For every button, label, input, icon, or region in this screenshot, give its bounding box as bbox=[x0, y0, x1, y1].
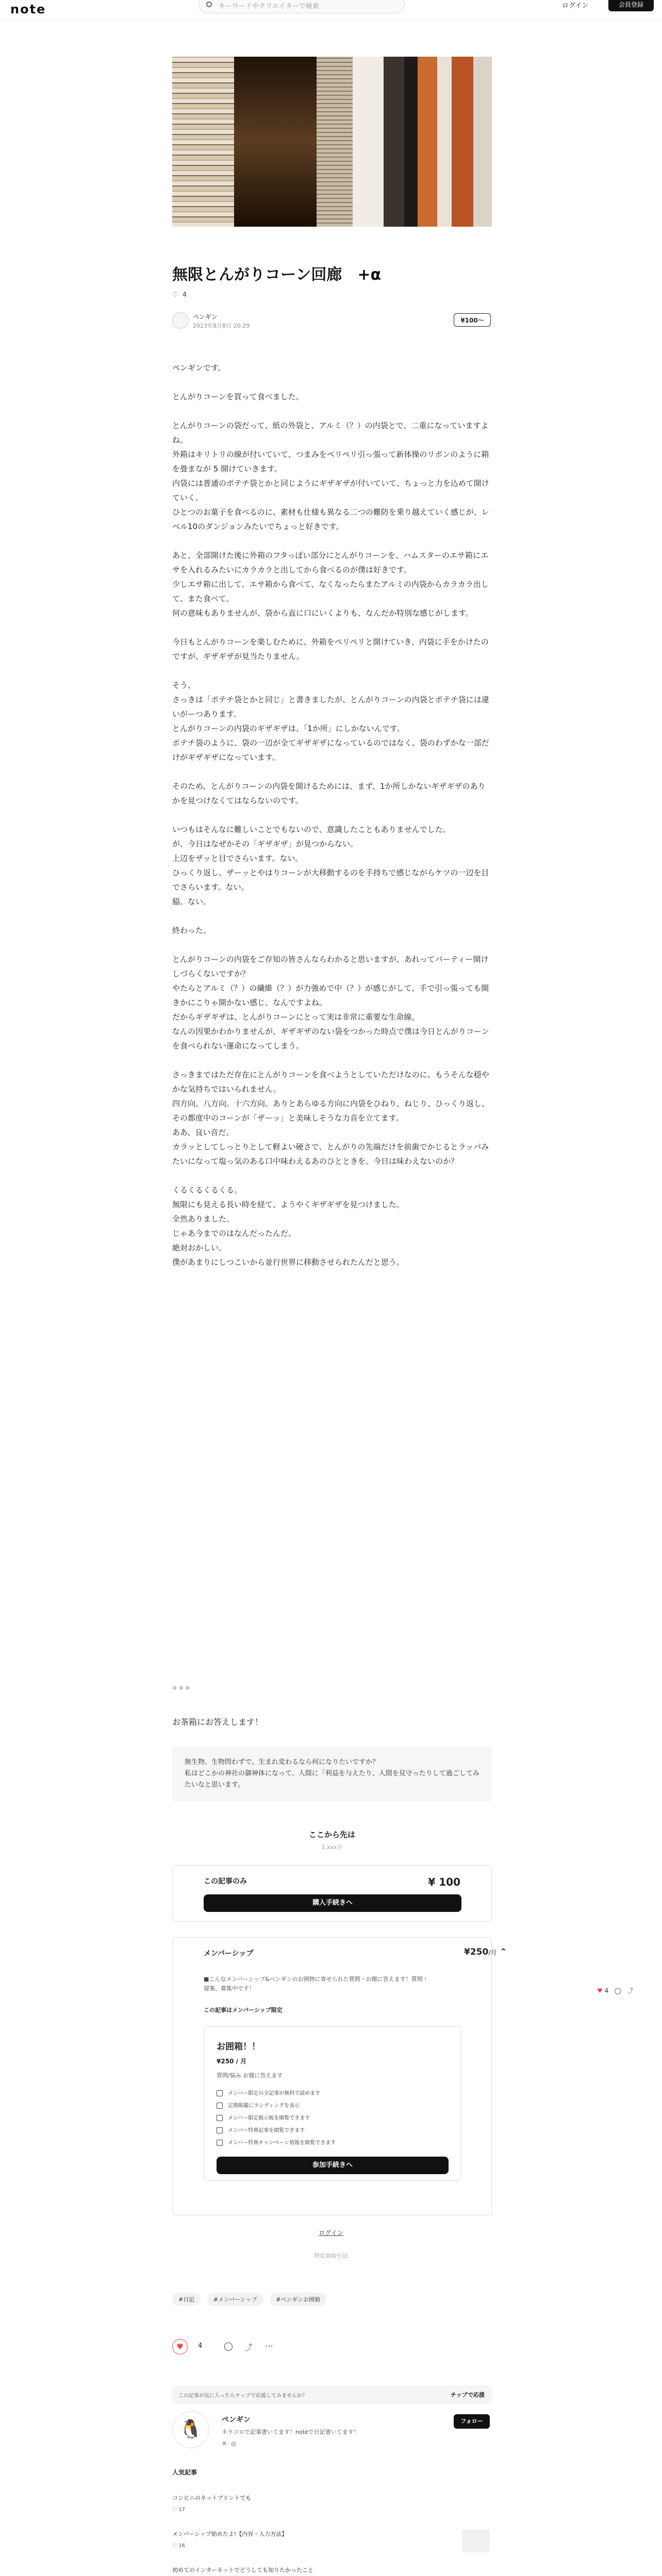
feature-label: メンバー特典キャンペーン情報を閲覧できます bbox=[228, 2140, 336, 2146]
tag-list bbox=[172, 2293, 330, 2306]
share-icon[interactable]: ⤴ bbox=[244, 2343, 253, 2352]
tip-button[interactable]: チップで応援 bbox=[451, 2392, 485, 2398]
instagram-icon[interactable]: ◎ bbox=[230, 2440, 237, 2447]
feature-label: 定期掲載にランディングを表示 bbox=[228, 2103, 300, 2109]
floating-actions bbox=[597, 1986, 634, 1995]
tip-message: この記事が気に入ったらチップで応援してみませんか？ bbox=[178, 2393, 307, 2399]
like-count: 4 bbox=[182, 291, 187, 299]
popular-thumbnail[interactable] bbox=[462, 2530, 490, 2552]
qa-heading: お茶箱にお答えします！ bbox=[172, 1717, 263, 1727]
profile-social bbox=[222, 2440, 236, 2447]
plan-feature bbox=[217, 2089, 320, 2096]
paragraph: とんがりコーンを買って食べました。 bbox=[172, 392, 304, 401]
quote-text: 無生物、生物問わずで、生まれ変わるなら何になりたいですか？ 私はどこかの神社の御神体になって、人間に「利益を与えたり、人間を見守ったりして過ごしてみたいなと思います。 bbox=[185, 1758, 479, 1789]
feature-label: メンバー限定の全記事が無料で読めます bbox=[228, 2091, 321, 2096]
side-like-count: 4 bbox=[604, 1987, 609, 1994]
popular-item[interactable]: コンビニのネットプリントでも bbox=[172, 2495, 252, 2501]
article-title: 無限とんがりコーン回廊 +α bbox=[172, 266, 382, 284]
tip-bar bbox=[172, 2385, 492, 2404]
popular-like-count: 16 bbox=[178, 2543, 185, 2549]
feature-label: メンバー限定掲示板を閲覧できます bbox=[228, 2115, 310, 2121]
heart-icon: ♥ bbox=[176, 2342, 184, 2351]
paragraph: 今日もとんがりコーンを楽しむために、外箱をペリペリと開けていき、内袋に手をかけたのですが、ギザギザが見当たりません。 bbox=[172, 637, 489, 661]
top-header bbox=[0, 0, 662, 21]
heart-icon: ♡ bbox=[172, 291, 178, 299]
like-count: 4 bbox=[198, 2342, 203, 2350]
paragraph: いつもはそんなに難しいことでもないので、意識したこともありませんでした。 が、今日はなぜかその「ギザギザ」が見つからない。 上辺をザッと目でさらいます。ない。 ひっくり返し、ザーッとやはりコーンが大移動するのを手持ちで感じながらケツの一辺を目でさらいます。ない。 脇。ない。 bbox=[172, 825, 489, 906]
tag[interactable]: #ペンギンお囲箱 bbox=[270, 2293, 326, 2306]
chevron-up-icon[interactable]: ⌃ bbox=[500, 1947, 507, 1957]
comment-icon[interactable]: ◯ bbox=[614, 1987, 622, 1994]
paragraph: ペンギンです。 bbox=[172, 363, 226, 372]
commerce-law-link[interactable]: 特定商取引法 bbox=[314, 2252, 348, 2259]
plan-feature bbox=[217, 2138, 336, 2146]
hero-image bbox=[172, 57, 492, 227]
purchase-button[interactable]: 購入手続きへ bbox=[204, 1894, 461, 1912]
feature-label: メンバー特典記事を閲覧できます bbox=[228, 2128, 305, 2133]
profile-bio: ネラコロで記事書いてます！noteで日記書いてます！ bbox=[222, 2429, 359, 2435]
chart-icon bbox=[217, 2103, 223, 2109]
price-badge[interactable]: ¥100〜 bbox=[454, 313, 491, 327]
article-actions bbox=[172, 2339, 492, 2354]
tag[interactable]: #メンバーシップ bbox=[207, 2293, 263, 2306]
paragraph: そのため、とんがりコーンの内袋を開けるためには、まず、1か所しかないギザギザのありかを見つけなくてはならないのです。 bbox=[172, 782, 486, 805]
like-button[interactable] bbox=[172, 2339, 188, 2354]
membership-description: ■こんなメンバーシップ&ペンギンのお囲物に寄せられた質問・お題に答えます！質問・提案、募集中です！ bbox=[204, 1976, 428, 1992]
profile-name[interactable]: ペンギン bbox=[222, 2416, 251, 2424]
membership-card bbox=[172, 1937, 507, 2215]
paragraph: とんがりコーンの内袋をご存知の皆さんならわかると思いますが、あれってパーティー開けしづらくないですか？ やたらとアルミ（？）の繊維（？）が力強めで中（？）が感じがして、手で引っ張っても開きかにこりゃ開かない感じ、なんですよね。 だからギザギザは、とんがりコーンにとって実は非常に重要な生命線。 なんの因果かわかりませんが、ギザギザのない袋をつかった時点で僕は今日とんがりコーンを食べられない運命になってしまう。 bbox=[172, 955, 489, 1050]
article-body bbox=[172, 361, 492, 1284]
search-icon bbox=[206, 2, 212, 7]
search-placeholder: キーワードやクリエイターで検索 bbox=[219, 3, 319, 10]
signup-button[interactable]: 会員登録 bbox=[608, 0, 654, 11]
article-likes[interactable] bbox=[172, 291, 187, 299]
join-button[interactable]: 参加手続きへ bbox=[217, 2157, 449, 2174]
publish-date: 2023年8月8日 20:29 bbox=[193, 323, 250, 329]
single-title: この記事のみ bbox=[204, 1877, 247, 1886]
single-price: ¥ 100 bbox=[428, 1876, 460, 1888]
follow-button[interactable]: フォロー bbox=[454, 2414, 490, 2429]
question-quote bbox=[172, 1747, 492, 1801]
paragraph: そう、 さっきは「ポテチ袋とかと同じ」と書きましたが、とんがりコーンの内袋とポテチ袋には違いがーつあります。 とんがりコーンの内袋のギザギザは、「1か所」にしかないんです。 ポテチ袋のように、袋の一辺が全てギザギザになっているのではなく、袋のわずかな一部だけがギザギザになっています。 bbox=[172, 681, 489, 762]
comment-icon[interactable]: ◯ bbox=[224, 2341, 233, 2351]
paywall-heading bbox=[172, 1829, 492, 1851]
profile-avatar[interactable]: 🐧 bbox=[172, 2411, 209, 2448]
popular-like-count: 17 bbox=[178, 2507, 185, 2513]
paragraph: あと、全部開けた後に外箱のフタっぽい部分にとんがりコーンを、ハムスターのエサ箱にエサを入れるみたいにカラカラと出してから食べるのが僕は好きです。 少しエサ箱に出して、エサ箱から食べて、なくなったらまたアルミの内袋からカラカラ出して、また食べて。 何の意味もありませんが、袋から直に口にいくよりも、なんだか特別な感じがします。 bbox=[172, 551, 489, 618]
popular-likes: ♡ 16 bbox=[172, 2543, 185, 2549]
paragraph: くるくるくるくる。 無限にも見える長い時を経て、ようやくギザギザを見つけました。 全然ありました。 じゃあ今までのはなんだったんだ。 絶対おかしい。 僕があまりにしつこいから並行世界に移動させられたんだと思う。 bbox=[172, 1185, 405, 1267]
membership-plan bbox=[204, 2026, 461, 2181]
membership-title: メンバーシップ bbox=[204, 1950, 254, 1958]
membership-price bbox=[464, 1947, 507, 1957]
paywall-length: 1,xxx字 bbox=[321, 1844, 343, 1851]
plan-description: 質問/悩み お題に答えます bbox=[217, 2072, 283, 2079]
popular-likes: ♡ 17 bbox=[172, 2507, 185, 2513]
author-name[interactable]: ペンギン bbox=[193, 313, 218, 320]
share-icon[interactable]: ⤴ bbox=[627, 1987, 634, 1994]
plan-price: ¥250 / 月 bbox=[217, 2058, 247, 2065]
tag[interactable]: #日記 bbox=[172, 2293, 201, 2306]
popular-item[interactable]: メンバーシップ始めたよ!【内容・入力方法】 bbox=[172, 2531, 288, 2537]
plan-feature bbox=[217, 2101, 300, 2109]
membership-price-value: ¥250 bbox=[464, 1947, 489, 1957]
paragraph: さっきまではただ存在にとんがりコーンを食べようとしていただけなのに、もうそんな穏やかな気持ちではいられません。 四方向。八方向。十六方向。ありとあらゆる方向に内袋をひねり、ねじり、ひっくり返し、その都度中のコーンが「ザーッ」と美味しそうな力音を立てます。 ああ、良い音だ。 カラッとしてしっとりとして軽よい硬さで、とんがりの先端だけを前歯でかじるとラッパみたいになって塩っ気のある口中味わえるあのひとときを。今日は味わえないのか？ bbox=[172, 1070, 490, 1166]
single-purchase-card bbox=[172, 1865, 492, 1922]
paragraph: 終わった。 bbox=[172, 926, 211, 935]
membership-included: この記事はメンバーシップ限定 bbox=[204, 2007, 283, 2013]
paywall-login-link[interactable]: ログイン bbox=[319, 2229, 343, 2236]
paragraph: とんがりコーンの袋だって、紙の外袋と、アルミ（？）の内袋とで、二重になっていますよね。 外箱はキリトリの線が付いていて、つまみをペリペリ引っ張って新体操のリボンのように箱を畳まなが 5 開けていきます。 内袋には普通のポテチ袋とかと同じようにギザギザが付いていて、ちょっと力を込めて開けていく。 ひとつのお菓子を食べるのに、素材も仕様も異なる二つの難防を乗り越えていく感じが、レベル10のダンジョンみたいでちょっと好きです。 bbox=[172, 421, 489, 531]
popular-item[interactable]: 初めてのインターネットでどうしても知りたかったこと bbox=[172, 2567, 314, 2573]
section-separator: ※ ※ ※ bbox=[172, 1685, 190, 1691]
popular-heading: 人気記事 bbox=[172, 2469, 197, 2476]
board-icon bbox=[217, 2115, 223, 2121]
search-box[interactable] bbox=[198, 0, 405, 13]
author-avatar[interactable] bbox=[172, 312, 189, 329]
note-logo[interactable]: note bbox=[10, 2, 46, 16]
more-icon[interactable]: ⋯ bbox=[265, 2341, 273, 2351]
plan-feature bbox=[217, 2126, 305, 2133]
paywall-title: ここから先は bbox=[308, 1830, 355, 1839]
plan-name: お囲箱！！ bbox=[217, 2042, 260, 2052]
membership-price-unit: /月 bbox=[488, 1949, 497, 1956]
login-link[interactable]: ログイン bbox=[562, 2, 589, 10]
plan-feature bbox=[217, 2113, 310, 2121]
article-icon bbox=[217, 2090, 223, 2096]
x-icon[interactable]: ✕ bbox=[222, 2440, 227, 2447]
heart-icon[interactable]: ♥ bbox=[597, 1987, 603, 1994]
document-icon bbox=[217, 2127, 223, 2133]
info-icon bbox=[217, 2140, 223, 2146]
